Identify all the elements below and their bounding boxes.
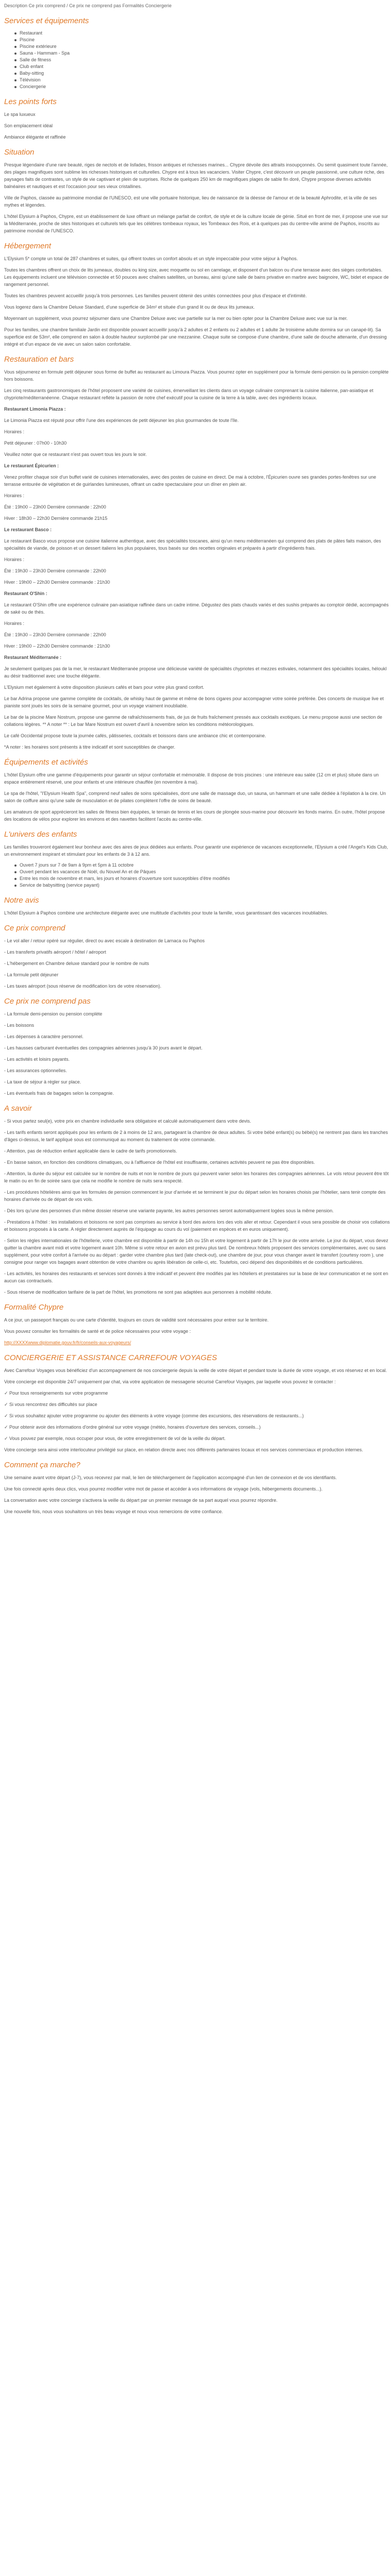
list-item: Conciergerie <box>14 83 391 90</box>
services-heading: Services et équipements <box>4 16 89 25</box>
paragraph: - Prestations à l'hôtel : les installations et boissons ne sont pas comprises au service à bord des avions lors des vols aller et retour. Cependant il vous sera possible de choisir vos collations et boissons proposés à la carte. A régler directement auprès de l'équipage au cours du vol (paiement en espèces et en euros uniquement). <box>4 1219 390 1232</box>
paragraph: - La formule demi-pension ou pension complète <box>4 1011 103 1016</box>
list-item: Baby-sitting <box>14 70 391 77</box>
paragraph: La conversation avec votre concierge s'activera la veille du départ par un premier message de sa part auquel vous pourrez répondre. <box>4 1498 278 1503</box>
a-savoir-heading: A savoir <box>4 1104 32 1113</box>
paragraph: - Les dépenses à caractère personnel. <box>4 1034 84 1039</box>
paragraph: ✓ Pour obtenir avoir des informations d'ordre général sur votre voyage (météo, horaires d'ouverture des services, conseils...) <box>4 1425 261 1430</box>
paragraph: Une fois connecté après deux clics, vous pourrez modifier votre mot de passe et accéder à vos informations de voyage (vols, hébergements documents...). <box>4 1486 323 1492</box>
paragraph: Le bar Adrina propose une gamme complète de cocktails, de whisky haut de gamme et même de bons cigares pour accompagner votre soirée préférée. Des concerts de musique live et pianiste sont joués les soirs de la semaine gourmet, pour un voyage vraiment inoubliable. <box>4 696 384 708</box>
paragraph: Horaires : <box>4 429 25 434</box>
paragraph: ✓ Si vous souhaitez ajouter votre programme ou ajouter des éléments à votre voyage (comme des excursions, des réservations de restaurants...) <box>4 1413 304 1418</box>
restaurant-name: Restaurant O'Shin : <box>4 591 47 596</box>
paragraph: ✓ Pour tous renseignements sur votre programme <box>4 1391 108 1396</box>
paragraph: - Sous réserve de modification tarifaire de la part de l'hôtel, les promotions ne sont pas adaptées aux personnes à mobilité réduite. <box>4 1290 272 1295</box>
paragraph: ✓ Vous pouvez par exemple, nous occuper pour vous, de votre enregistrement de vol de la veille du départ. <box>4 1436 226 1441</box>
paragraph: Le spa luxueux <box>4 112 36 117</box>
restauration-heading: Restauration et bars <box>4 355 74 364</box>
paragraph: Les familles trouveront également leur bonheur avec des aires de jeux dédiées aux enfants. Pour garantir une expérience de vacances exceptionnelle, l'Elysium a créé l'Angel's Kids Club, un environnement inspirant et stimulant pour les enfants de 3 à 12 ans. <box>4 844 388 857</box>
paragraph: L'hôtel Elysium offre une gamme d'équipements pour garantir un séjour confortable et mémorable. Il dispose de trois piscines : une intérieure eau salée (12 cm et plus) située dans un espace entièrement réservé, une pour enfants et une intérieure chauffée (en novembre à mai). <box>4 772 379 785</box>
paragraph: Hiver : 19h00 – 22h30 Dernière commande : 21h30 <box>4 643 110 649</box>
points-forts-heading: Les points forts <box>4 97 57 106</box>
paragraph: Une nouvelle fois, nous vous souhaitons un très beau voyage et nous vous remercions de votre confiance. <box>4 1509 223 1514</box>
paragraph: Le spa de l'hôtel, "l'Elysium Health Spa", comprend neuf salles de soins spécialisées, dont une salle de massage duo, un sauna, un hammam et une salle dédiée à l'épilation à la cire. Un salon de coiffure ainsi qu'une salle de musculation et de pilates complètent l'offre de soins de beauté. <box>4 791 386 803</box>
list-item: Salle de fitness <box>14 57 391 63</box>
diplomatie-link[interactable]: http://XXXXwww.diplomatie.gouv.fr/fr/conseils-aux-voyageurs/ <box>4 1340 131 1345</box>
paragraph: - Les activités et loisirs payants. <box>4 1057 70 1062</box>
paragraph: - La formule petit déjeuner <box>4 972 59 977</box>
notre-avis-heading: Notre avis <box>4 896 39 905</box>
paragraph: Hiver : 19h00 – 22h30 Dernière commande : 21h30 <box>4 580 110 585</box>
comment-heading: Comment ça marche? <box>4 1461 80 1469</box>
restaurant-name: Restaurant Méditerranée : <box>4 655 62 660</box>
paragraph: Horaires : <box>4 493 25 498</box>
paragraph: - Selon les règles internationales de l'hôtellerie, votre chambre est disponible à partir de 14h ou 15h et votre logement à partir de 17h le jour de votre arrivée. Le jour du départ, vous devez quitter la chambre avant midi et votre logement avant 10h. Même si votre retour en avion est prévu plus tard. De nombreux hôtels proposent des services complémentaires, avec ou sans supplément, pour votre confort à l'arrivée ou au départ : garder votre chambre plus tard (late check-out), une chambre de jour, pour vous changer avant le transfert (courtesy room ), une consigne pour ranger vos bagages avant obtention de votre chambre ou après libération de celle-ci, etc. Toutefois, ceci dépend des disponibilités et de conditions particulières. <box>4 1238 388 1265</box>
list-item: Piscine extérieure <box>14 43 391 50</box>
list-item: Ouvert 7 jours sur 7 de 9am à 9pm et 5pm à 11 octobre <box>14 862 391 869</box>
paragraph: *A noter : les horaires sont présents à titre indicatif et sont susceptibles de changer. <box>4 744 175 750</box>
paragraph: Avec Carrefour Voyages vous bénéficiez d'un accompagnement de nos conciergerie depuis la veille de votre départ et pendant toute la durée de votre voyage, et vos réservez et en local. <box>4 1368 387 1373</box>
paragraph: Toutes les chambres offrent un choix de lits jumeaux, doubles ou king size, avec moquette ou sol en carrelage, et disposent d'un balcon ou d'une terrasse avec des sièges confortables. Les équipements incluent une télévision connectée et 50 pouces avec chaînes satellites, un bureau, ainsi qu'une salle de bains privative en marbre avec baignoire, WC, bidet et espace de rangement personnel. <box>4 267 389 287</box>
paragraph: Ambiance élégante et raffinée <box>4 134 66 140</box>
paragraph: Été : 19h30 – 23h30 Dernière commande : 22h00 <box>4 568 106 573</box>
paragraph: - Si vous partez seul(e), votre prix en chambre individuelle sera obligatoire et calculé automatiquement dans votre devis. <box>4 1118 251 1124</box>
paragraph: Moyennant un supplément, vous pourrez séjourner dans une Chambre Deluxe avec vue partielle sur la mer ou bien opter pour la Chambre Deluxe avec vue sur la mer. <box>4 316 348 321</box>
list-item: Service de babysitting (service payant) <box>14 882 391 889</box>
paragraph: Vous pouvez consulter les formalités de santé et de police nécessaires pour votre voyage : <box>4 1329 191 1334</box>
services-list <box>4 30 391 90</box>
paragraph: - Les activités, les horaires des restaurants et services sont donnés à titre indicatif et peuvent être modifiés par les hôteliers et prestataires sur la base de leur communication et ne sont en aucun cas contractuels. <box>4 1271 388 1283</box>
paragraph: Pour les familles, une chambre familiale Jardin est disponible pouvant accueillir jusqu'à 2 adultes et 2 enfants ou 2 adultes et 1 adulte 3e troisième adulte dormira sur un canapé-lit). Sa superficie est de 53m², elle comprend en salon à double hauteur surplombé par une mezzanine. Chaque suite se compose d'une chambre, d'une salle de douche attenante, d'un dressing intégré et d'un espace de vie avec un salon salon confortable. <box>4 327 387 347</box>
paragraph: Été : 19h00 – 23h00 Dernière commande : 22h00 <box>4 504 106 510</box>
paragraph: Hiver : 18h30 – 22h30 Dernière commande 21h15 <box>4 516 108 521</box>
paragraph: - Les assurances optionnelles. <box>4 1068 67 1073</box>
paragraph: - Les boissons <box>4 1023 35 1028</box>
paragraph: - Attention, la durée du séjour est calculée sur le nombre de nuits et non le nombre de jours qui peuvent varier selon les horaires des compagnies aériennes. Le vols retour peuvent être tôt le matin ou en fin de soirée sans que cela ne modifie le nombre de nuits sera respecté. <box>4 1171 389 1183</box>
paragraph: Son emplacement idéal <box>4 123 53 128</box>
paragraph: - Les procédures hôtelières ainsi que les formules de pension commencent le jour d'arrivée et se terminent le jour du départ selon les horaires choisis par l'hôtelier, sans tenir compte des horaires d'arrivée ou de départ de vos vols. <box>4 1190 386 1202</box>
paragraph: - Attention, pas de réduction enfant applicable dans le cadre de tarifs promotionnels. <box>4 1148 177 1154</box>
list-item: Entre les mois de novembre et mars, les jours et horaires d'ouverture sont susceptibles d'être modifiés <box>14 875 391 882</box>
paragraph: Les cinq restaurants gastronomiques de l'hôtel proposent une variété de cuisines, émerveillant les clients dans un voyage culinaire comprenant la cuisine italienne, pan-asiatique et chypriote/méditerranéenne. Chaque restaurant reflète la passion de notre chef exécutif pour la cuisine de la terre à la table, avec des ingrédients locaux. <box>4 388 373 400</box>
formalite-heading: Formalité Chypre <box>4 1303 64 1312</box>
paragraph: Venez profiter chaque soir d'un buffet varié de cuisines internationales, avec des postes de cuisine en direct. De mai à octobre, l'Épicurien ouvre ses grandes portes-fenêtres sur une terrasse entourée de végétation et de guirlandes lumineuses, offrant un cadre spectaculaire pour un dîner en plein air. <box>4 474 377 487</box>
paragraph: Le restaurant O'Shin offre une expérience culinaire pan-asiatique raffinée dans un cadre intime. Dégustez des plats chauds variés et des sushis préparés au comptoir dédié, accompagnés de saké ou de thés. <box>4 602 389 615</box>
paragraph: Vous séjournerez en formule petit déjeuner sous forme de buffet au restaurant au Limoura Piazza. Vous pourrez opter en supplément pour la formule demi-pension ou la pension complète hors boissons. <box>4 369 389 382</box>
list-item: Sauna - Hammam - Spa <box>14 50 391 57</box>
list-item: Télévision <box>14 77 391 83</box>
paragraph: Je seulement quelques pas de la mer, le restaurant Méditerranée propose une délicieuse variété de spécialités chypriotes et mezzes estivales, notamment des spécialités locales, héloukl au désir traditionnel avec une touche élégante. <box>4 666 387 679</box>
paragraph: ✓ Si vous rencontrez des difficultés sur place <box>4 1402 97 1407</box>
paragraph: - L'hébergement en Chambre deluxe standard pour le nombre de nuits <box>4 961 149 966</box>
paragraph: L'hôtel Elysium à Paphos, Chypre, est un établissement de luxe offrant un mélange parfait de confort, de style et de la culture locale de génie. Situé en front de mer, il propose une vue sur la Méditerranée, proche de sites historiques et culturels tels que les célèbres tombeaux royaux, les Tombeaux des Rois, et à quelques pas du centre-ville animé de Paphos, inscrits au patrimoine mondial de l'UNESCO. <box>4 214 388 233</box>
paragraph: Votre concierge sera ainsi votre interlocuteur privilégié sur place, en relation directe avec nos différents partenaires locaux et nos services commerciaux et production internes. <box>4 1447 363 1452</box>
restaurant-name: Restaurant Limonia Piazza : <box>4 406 66 412</box>
paragraph: Été : 19h30 – 23h30 Dernière commande : 22h00 <box>4 632 106 637</box>
paragraph: - Les éventuels frais de bagages selon la compagnie. <box>4 1091 114 1096</box>
prix-comprend-heading: Ce prix comprend <box>4 924 66 933</box>
paragraph: - Les transferts privatifs aéroport / hôtel / aéroport <box>4 950 106 955</box>
paragraph: Horaires : <box>4 621 25 626</box>
paragraph: Veuillez noter que ce restaurant n'est pas ouvert tous les jours le soir. <box>4 452 147 457</box>
paragraph: - Les tarifs enfants seront appliqués pour les enfants de 2 à moins de 12 ans, partageant la chambre de deux adultes. Si votre bébé enfant(s) ou bébé(s) ne rentrent pas dans les tranches d'âges ci-dessus, le tarif appliqué sous est communiqué au moment du traitement de votre commande. <box>4 1130 388 1142</box>
tab-bar-text: Description Ce prix comprend / Ce prix ne comprend pas Formalités Conciergerie <box>4 3 172 8</box>
paragraph: Toutes les chambres peuvent accueillir jusqu'à trois personnes. Les familles peuvent obtenir des unités connectées pour plus d'espace et d'intimité. <box>4 293 307 298</box>
restaurant-name: Le restaurant Basco : <box>4 527 52 532</box>
equipements-heading: Équipements et activités <box>4 758 88 767</box>
paragraph: - Le vol aller / retour opéré sur régulier, direct ou avec escale à destination de Larnaca ou Paphos <box>4 938 205 943</box>
paragraph: Ville de Paphos, classée au patrimoine mondial de l'UNESCO, est une ville portuaire historique, lieu de naissance de la déesse de l'amour et de la beauté Aphrodite, et la ville de ses mythes et légendes. <box>4 195 377 208</box>
paragraph: Le Limonia Piazza est réputé pour offrir l'une des expériences de petit déjeuner les plus gourmandes de toute l'île. <box>4 418 239 423</box>
paragraph: Horaires : <box>4 557 25 562</box>
situation-heading: Situation <box>4 148 35 157</box>
paragraph: - La taxe de séjour à régler sur place. <box>4 1079 82 1084</box>
list-item: Restaurant <box>14 30 391 37</box>
paragraph: Le bar de la piscine Mare Nostrum, propose une gamme de rafraîchissements frais, de jus de fruits fraîchement pressés aux cocktails exotiques. Le menu propose aussi une section de collations légères. ** A noter ** : Le bar Mare Nostrum est ouvert d'avril à novembre selon les conditions météorologiques. <box>4 715 382 727</box>
univers-enfants-heading: L'univers des enfants <box>4 830 77 839</box>
paragraph: L'Elysium met également à votre disposition plusieurs cafés et bars pour votre plus grand confort. <box>4 685 204 690</box>
paragraph: A ce jour, un passeport français ou une carte d'identité, toujours en cours de validité sont nécessaires pour entrer sur le territoire. <box>4 1317 269 1323</box>
prix-ne-comprend-heading: Ce prix ne comprend pas <box>4 997 91 1006</box>
paragraph: Vous logerez dans la Chambre Deluxe Standard, d'une superficie de 34m² et située d'un grand lit ou de deux lits jumeaux. <box>4 304 255 310</box>
paragraph: L'Elysium 5* compte un total de 287 chambres et suites, qui offrent toutes un confort absolu et un style impeccable pour votre séjour à Paphos. <box>4 256 298 261</box>
paragraph: Petit déjeuner : 07h00 - 10h30 <box>4 440 67 446</box>
paragraph: - Les hausses carburant éventuelles des compagnies aériennes jusqu'à 30 jours avant le départ. <box>4 1045 203 1050</box>
hebergement-heading: Hébergement <box>4 242 51 250</box>
conciergerie-heading: CONCIERGERIE ET ASSISTANCE CARREFOUR VOYAGES <box>4 1353 217 1362</box>
paragraph: Les amateurs de sport apprécieront les salles de fitness bien équipées, le terrain de tennis et les cours de plongée sous-marine pour découvrir les fonds marins. En outre, l'hôtel propose des locations de vélos pour explorer les environs et des navettes facilitent l'accès au centre-ville. <box>4 809 385 822</box>
list-item: Ouvert pendant les vacances de Noël, du Nouvel An et de Pâques <box>14 869 391 875</box>
list-item: Club enfant <box>14 63 391 70</box>
paragraph: Le restaurant Basco vous propose une cuisine italienne authentique, avec des spécialités toscanes, ainsi qu'un menu méditerranéen qui comprend des plats de pâtes faits maison, des spécialités de viande, de poisson et un dessert italiens les plus populaires, tous basés sur des recettes originales et préparés à partir d'ingrédients frais. <box>4 538 381 551</box>
paragraph: Le café Occidental propose toute la journée cafés, pâtisseries, cocktails et boissons dans une ambiance chic et contemporaine. <box>4 733 266 738</box>
paragraph: Une semaine avant votre départ (J-7), vous recevrez par mail, le lien de téléchargement de l'application accompagné d'un lien de connexion et de vos identifiants. <box>4 1475 337 1480</box>
restaurant-name: Le restaurant Épicurien : <box>4 463 59 468</box>
paragraph: Votre concierge est disponible 24/7 uniquement par chat, via votre application de messagerie sécurisé Carrefour Voyages, par laquelle vous pouvez le contacter : <box>4 1379 336 1384</box>
paragraph: - En basse saison, en fonction des conditions climatiques, ou à l'affluence de l'hôtel est insuffisante, certaines activités peuvent ne pas être disponibles. <box>4 1160 315 1165</box>
page <box>0 2 391 1515</box>
paragraph: Presque légendaire d'une rare beauté, riges de nectols et de lisfades, frisson antiques et richesses marines... Chypre dévoile des attraits insoupçonnés. Ou semit quasiment toute l'année, des plages magnifiques sont sublime les richesses historiques et culturelles. Chypre est à tous les vacanciers. Visiter Chypre, c'est découvrir un peuple passionné, une culture riche, des paysages faits de contrastes, un style de vie captivant et plein de surprises. Riche de quelques 250 km de magnifiques plages de sable fin doré, Chypre propose diverses activités balnéaires et nautiques et est l'occasion pour ses vieux cristallines. <box>4 162 388 189</box>
enfants-list <box>4 862 391 889</box>
list-item: Piscine <box>14 37 391 43</box>
paragraph: - Dès lors qu'une des personnes d'un même dossier réserve une variante payante, les autres personnes seront automatiquement logées sous la même pension. <box>4 1208 334 1213</box>
paragraph: L'hôtel Elysium à Paphos combine une architecture élégante avec une multitude d'activités pour toute la famille, vous garantissant des vacances inoubliables. <box>4 910 328 916</box>
paragraph: - Les taxes aéroport (sous réserve de modification lors de votre réservation). <box>4 984 161 989</box>
